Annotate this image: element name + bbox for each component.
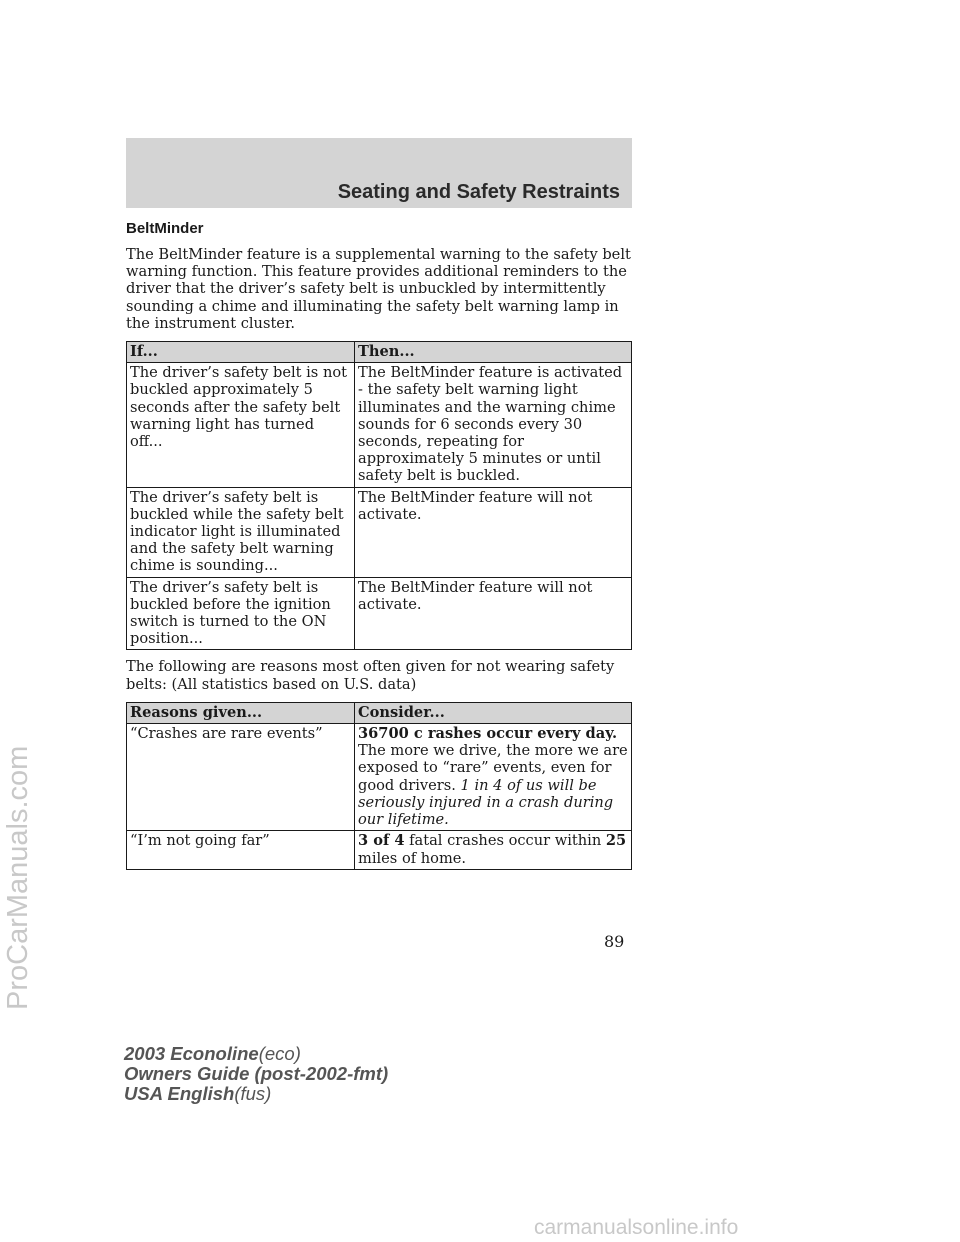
table-cell: The BeltMinder feature is activated - the safety belt warning light illuminates and the warning chime sounds for 6 seconds every 30 seconds, repeating for approximately 5 minutes or until safety belt is buckled. [355, 363, 632, 487]
table-cell: The driver’s safety belt is buckled while the safety belt indicator light is illuminated and the safety belt warning chime is sounding... [127, 487, 355, 577]
footer-language-code: (fus) [234, 1083, 272, 1104]
table-row [127, 724, 632, 831]
main-content [126, 220, 632, 878]
statistic-text: miles of home. [358, 849, 467, 867]
statistic-bold: 36700 c rashes occur every day. [358, 725, 618, 743]
header-band [126, 138, 632, 208]
document-footer [124, 1044, 388, 1104]
table-cell: “I’m not going far” [127, 831, 355, 869]
intro-paragraph: The BeltMinder feature is a supplemental warning to the safety belt warning function. This feature provides additional reminders to the driver that the driver’s safety belt is unbuckled by intermittently sounding a chime and illuminating the safety belt warning lamp in the instrument cluster. [126, 246, 631, 332]
reasons-intro-paragraph: The following are reasons most often given for not wearing safety belts: (All statistics based on U.S. data) [126, 658, 615, 693]
statistic-text: fatal crashes occur within [404, 832, 606, 850]
footer-model: 2003 Econoline [124, 1043, 259, 1064]
table-cell: The driver’s safety belt is buckled before the ignition switch is turned to the ON position... [127, 577, 355, 650]
reasons-table [126, 702, 632, 870]
table-cell [355, 831, 632, 869]
table-row [127, 363, 632, 487]
watermark-bottom: carmanualsonline.info [534, 1216, 739, 1239]
statistic-text: The more we drive, the more we are exposed to “rare” events, even for good drivers. [358, 742, 628, 794]
page-title: Seating and Safety Restraints [337, 181, 620, 203]
table-header-row [127, 702, 632, 723]
column-header-if: If... [127, 342, 355, 363]
page-number: 89 [604, 932, 625, 951]
table-cell: The driver’s safety belt is not buckled approximately 5 seconds after the safety belt warning light has turned off... [127, 363, 355, 487]
footer-language: USA English [124, 1083, 235, 1104]
table-row [127, 487, 632, 577]
table-header-row [127, 342, 632, 363]
column-header-then: Then... [355, 342, 632, 363]
table-cell: “Crashes are rare events” [127, 724, 355, 831]
table-cell: The BeltMinder feature will not activate. [355, 487, 632, 577]
beltminder-table [126, 341, 632, 650]
statistic-italic: 1 in 4 of us will be seriously injured in a crash during our lifetime. [358, 776, 614, 829]
footer-guide: Owners Guide (post-2002-fmt) [124, 1063, 389, 1084]
statistic-bold: 3 of 4 [358, 832, 405, 850]
column-header-consider: Consider... [355, 702, 632, 723]
table-row [127, 831, 632, 869]
table-cell [355, 724, 632, 831]
table-cell: The BeltMinder feature will not activate. [355, 577, 632, 650]
watermark-left: ProCarManuals.com [2, 745, 34, 1010]
column-header-reasons: Reasons given... [127, 702, 355, 723]
footer-model-code: (eco) [258, 1043, 301, 1064]
table-row [127, 577, 632, 650]
section-heading: BeltMinder [126, 220, 204, 237]
statistic-bold: 25 [605, 832, 627, 850]
